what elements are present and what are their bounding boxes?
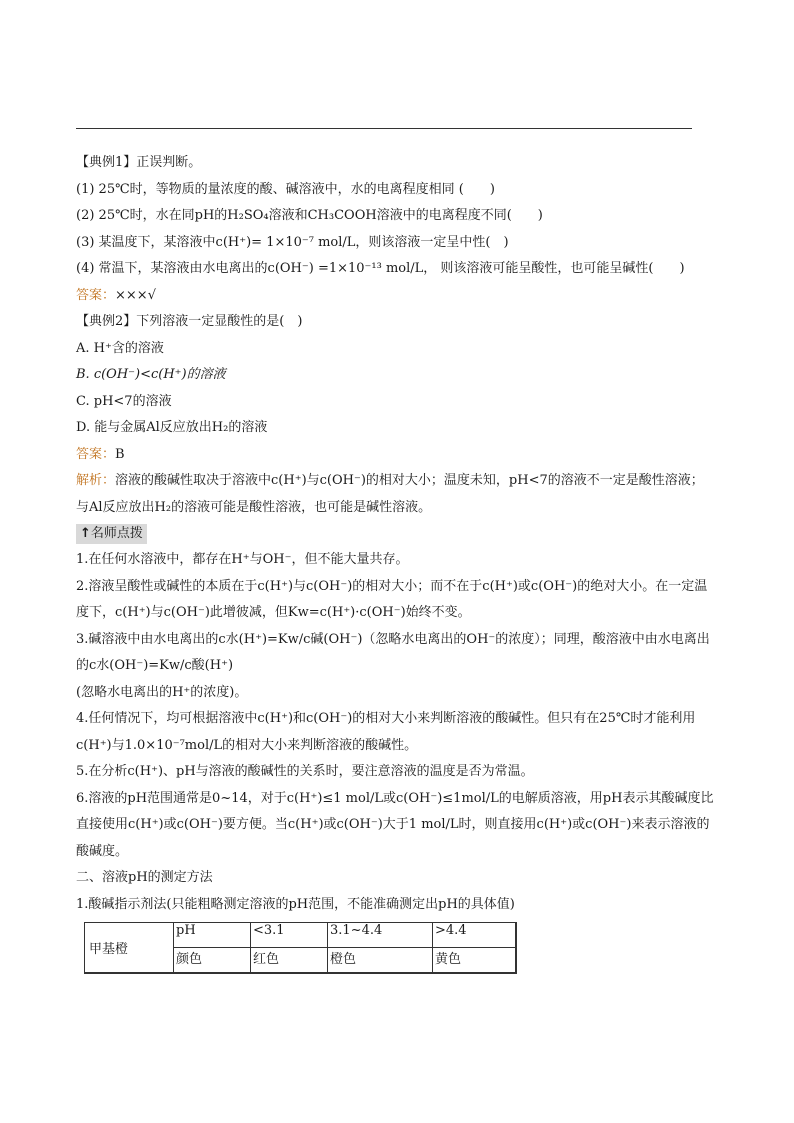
example1-item-3: (3) 某温度下，某溶液中c(H⁺)= 1×10⁻⁷ mol/L，则该溶液一定呈中性( )	[76, 234, 509, 250]
example2-answer	[76, 442, 716, 469]
table-cell: 红色	[251, 948, 328, 974]
tip-item-5: 5.在分析c(H⁺)、pH与溶液的酸碱性的关系时，要注意溶液的温度是否为常温。	[76, 764, 534, 779]
tip-item-4: 4.任何情况下，均可根据溶液中c(H⁺)和c(OH⁻)的相对大小来判断溶液的酸碱性。但只有在25℃时才能利用c(H⁺)与1.0×10⁻⁷mol/L的相对大小来判断溶液的酸碱性。	[76, 711, 696, 753]
example1-item-4: (4) 常温下，某溶液由水电离出的c(OH⁻) =1×10⁻¹³ mol/L， 则该溶液可能呈酸性，也可能呈碱性( )	[76, 261, 685, 276]
analysis-label: 解析：	[76, 473, 116, 488]
table-cell: <3.1	[251, 923, 328, 948]
table-row	[85, 923, 517, 948]
example1-title: 【典例1】正误判断。	[76, 155, 202, 170]
answer-value: ×××√	[115, 287, 156, 303]
answer-label: 答案：	[76, 287, 116, 303]
tip-item-6: 6.溶液的pH范围通常是0~14，对于c(H⁺)≤1 mol/L或c(OH⁻)≤1mol/L的电解质溶液，用pH表示其酸碱度比直接使用c(H⁺)或c(OH⁻)要方便。当c(H⁺)或c(OH⁻)大于1 mol/L时，则直接用c(H⁺)或c(OH⁻)来表示溶液的酸碱度。	[76, 790, 714, 859]
tips-label: 名师点拨	[90, 526, 143, 541]
tip-item-1: 1.在任何水溶液中，都存在H⁺与OH⁻，但不能大量共存。	[76, 552, 409, 567]
table-cell: pH	[174, 923, 251, 948]
analysis-text: 溶液的酸碱性取决于溶液中c(H⁺)与c(OH⁻)的相对大小；温度未知，pH<7的溶液不一定是酸性溶液；与Al反应放出H₂的溶液可能是酸性溶液，也可能是碱性溶液。	[76, 473, 704, 515]
header-rule	[76, 128, 692, 129]
section2-title: 二、溶液pH的测定方法	[76, 870, 213, 885]
example2-option-c: C. pH<7的溶液	[76, 393, 172, 409]
example1-item-1: (1) 25℃时，等物质的量浓度的酸、碱溶液中，水的电离程度相同 ( )	[76, 181, 495, 197]
section2-subtitle: 1.酸碱指示剂法(只能粗略测定溶液的pH范围，不能准确测定出pH的具体值)	[76, 896, 515, 912]
example2-option-a: A. H⁺含的溶液	[76, 340, 164, 356]
answer-value: B	[115, 446, 125, 462]
example1-answer	[76, 283, 716, 310]
answer-label: 答案：	[76, 446, 116, 462]
example1-item-2: (2) 25℃时，水在同pH的H₂SO₄溶液和CH₃COOH溶液中的电离程度不同( )	[76, 208, 543, 223]
tip-item-3-note: (忽略水电离出的H⁺的浓度)。	[76, 684, 248, 700]
tip-item-3: 3.碱溶液中由水电离出的c水(H⁺)=Kw/c碱(OH⁻)（忽略水电离出的OH⁻的浓度）；同理，酸溶液中由水电离出的c水(OH⁻)=Kw/c酸(H⁺)	[76, 631, 710, 673]
example2-option-d: D. 能与金属Al反应放出H₂的溶液	[76, 420, 268, 435]
table-cell: >4.4	[433, 923, 517, 948]
indicator-name: 甲基橙	[85, 923, 174, 974]
document-body	[76, 150, 716, 974]
tips-badge	[76, 524, 147, 544]
example2-title: 【典例2】下列溶液一定显酸性的是( )	[76, 314, 303, 329]
arrow-up-icon: ↑	[80, 526, 91, 541]
table-cell: 3.1~4.4	[328, 923, 433, 948]
table-cell: 黄色	[433, 948, 517, 974]
tip-item-2: 2.溶液呈酸性或碱性的本质在于c(H⁺)与c(OH⁻)的相对大小；而不在于c(H⁺)或c(OH⁻)的绝对大小。在一定温度下，c(H⁺)与c(OH⁻)此增彼减，但Kw=c(H⁺)·c(OH⁻)始终不变。	[76, 578, 708, 620]
example2-option-b: B. c(OH⁻)<c(H⁺)的溶液	[76, 367, 226, 382]
table-cell: 橙色	[328, 948, 433, 974]
table-cell: 颜色	[174, 948, 251, 974]
indicator-table	[84, 922, 517, 974]
example2-analysis	[76, 468, 716, 521]
